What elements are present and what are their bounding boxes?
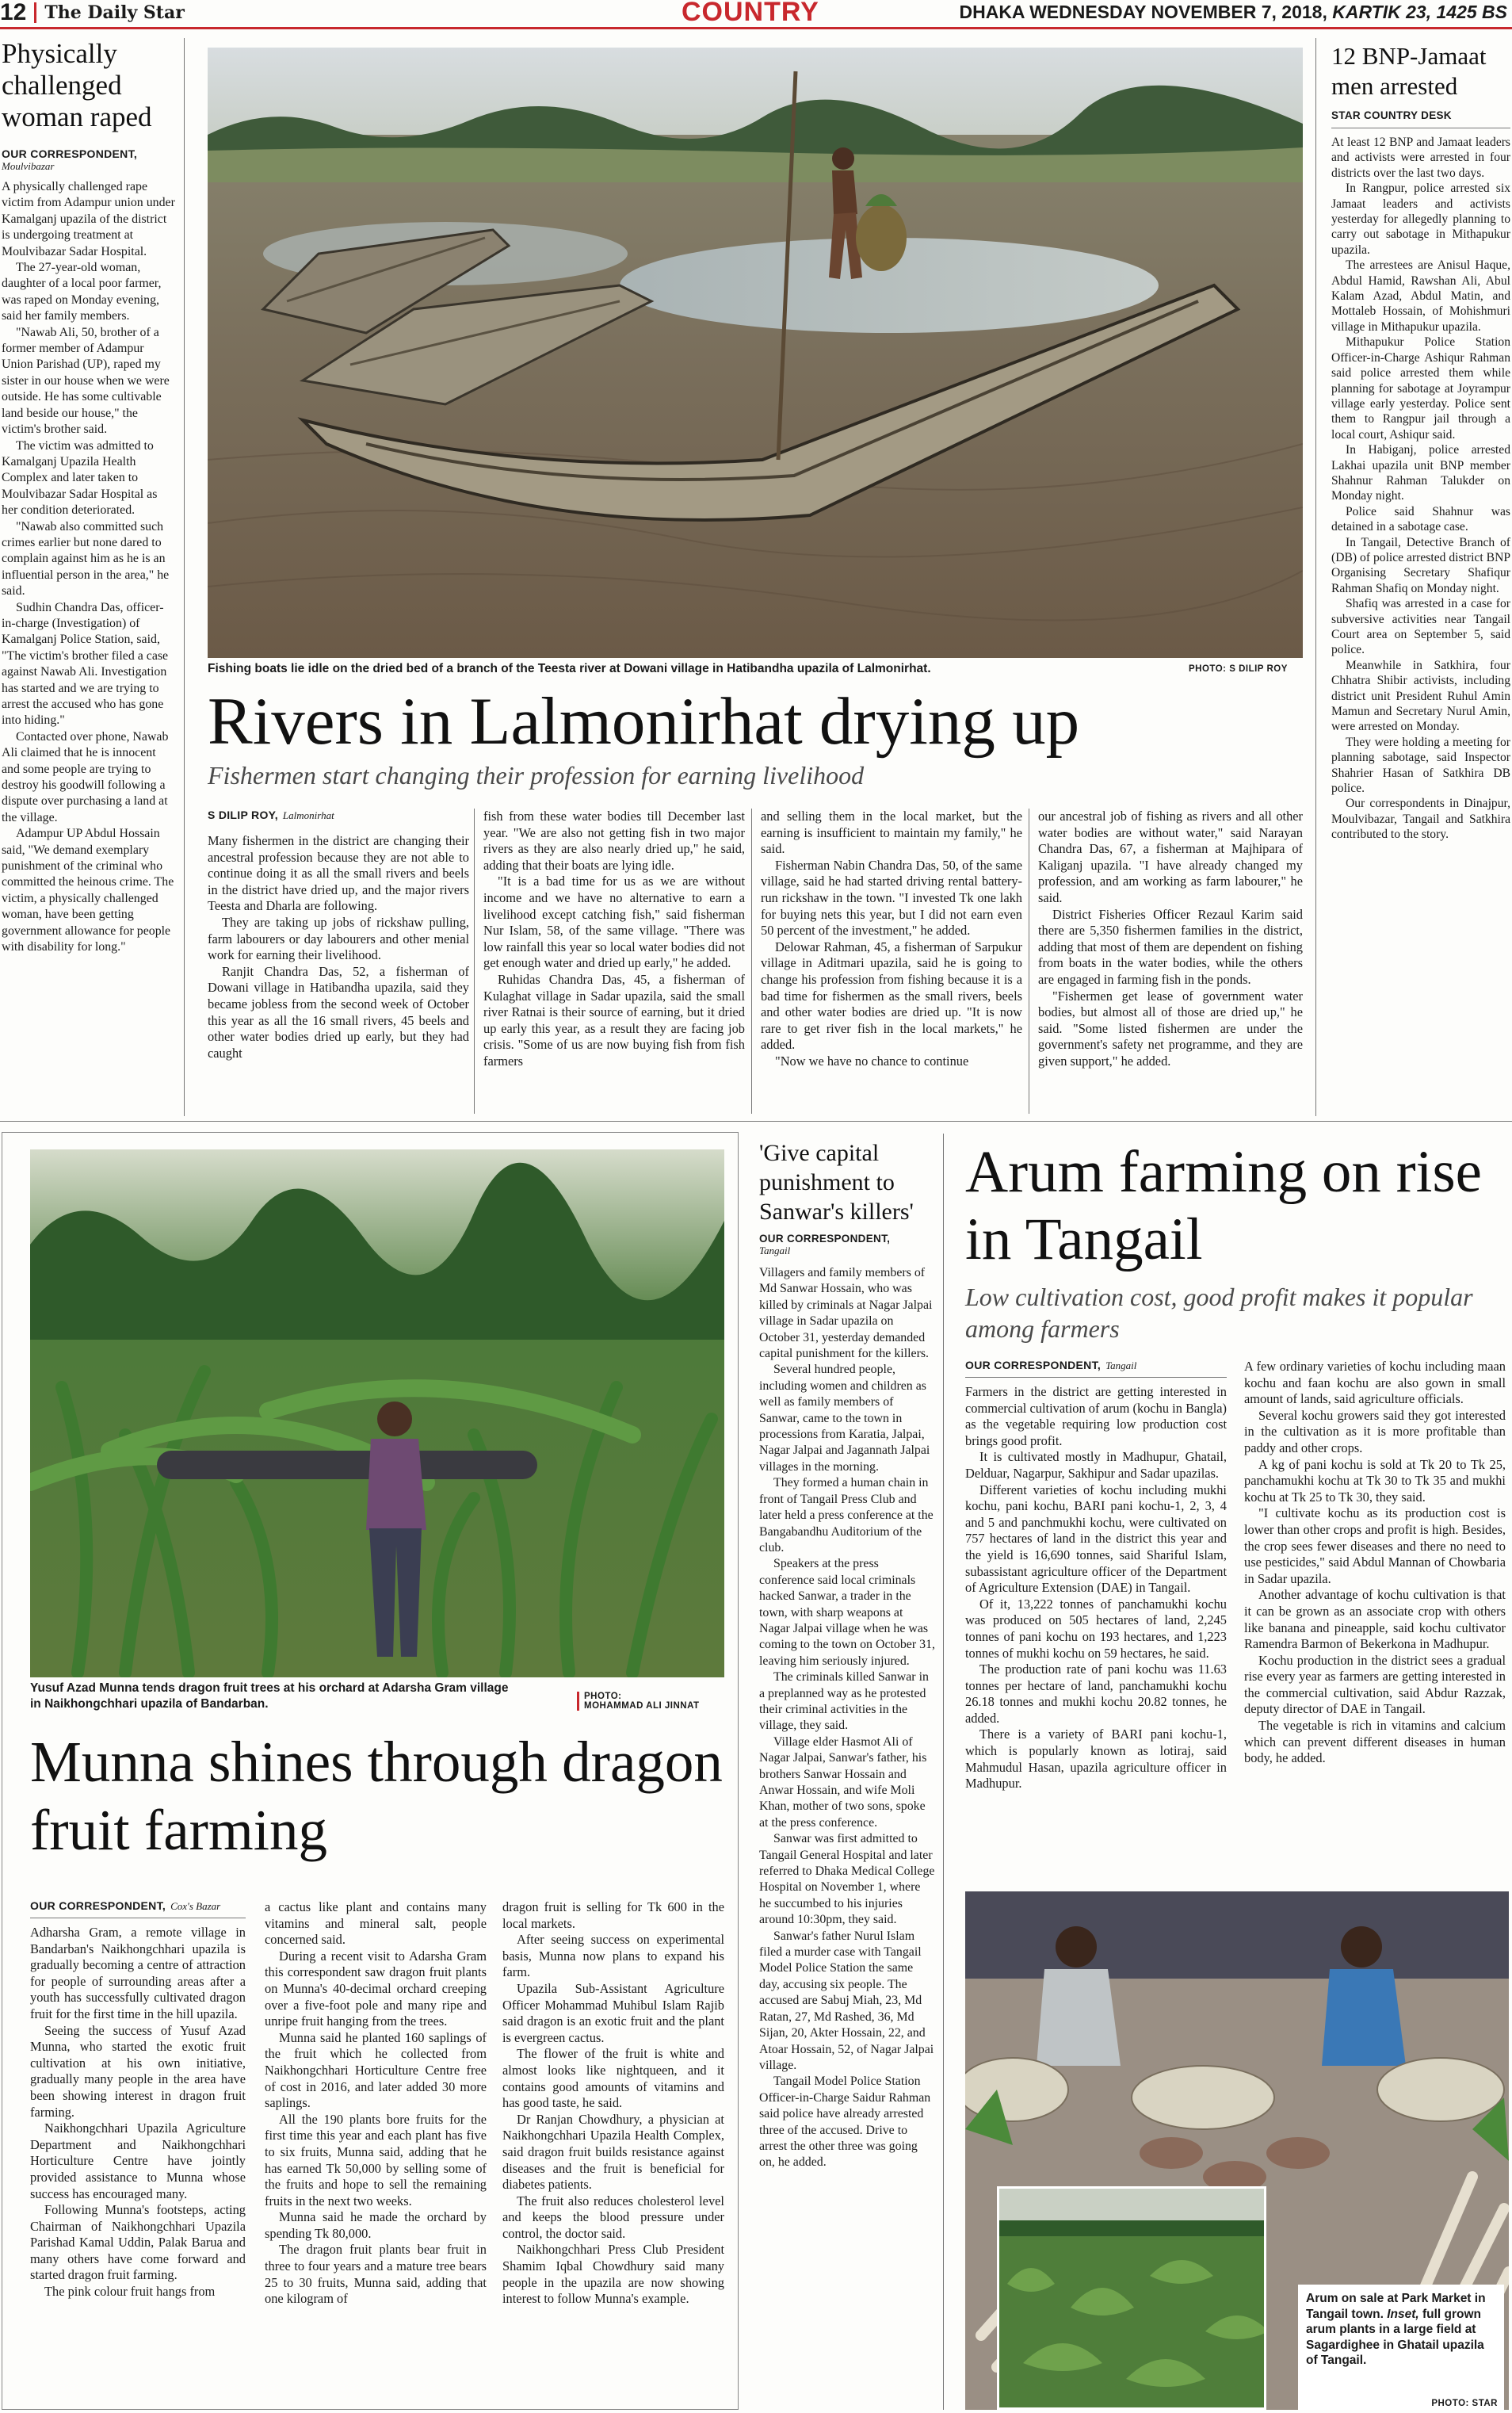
arum-paragraph: "I cultivate kochu as its production cost is lower than other crops and profit is high. Besides, the crop sees fewer diseases and there no need to use pesticides," said Abdul Mannan of Chowbaria in Sadar upazila. <box>1244 1505 1506 1586</box>
dragon-fruit-photo <box>30 1149 724 1677</box>
arum-paragraph: It is cultivated mostly in Madhupur, Ghatail, Delduar, Nagarpur, Sakhipur and Sadar upazilas. <box>965 1449 1227 1481</box>
bnp-paragraph: Our correspondents in Dinajpur, Moulvibazar, Tangail and Satkhira contributed to the story. <box>1331 797 1510 842</box>
rivers-body-col1 <box>208 833 469 1061</box>
header-rule <box>0 27 1512 29</box>
capital-paragraph: Speakers at the press conference said local criminals hacked Sanwar, a trader in the town, with sharp weapons at Nagar Jalpai village when he was coming to the town on October 31, leaving him seriously injured. <box>759 1557 935 1668</box>
capital-paragraph: Tangail Model Police Station Officer-in-Charge Saidur Rahman said police have already arrested three of the accused. Drive to arrest the other three was going on, he added. <box>759 2075 931 2170</box>
raped-article <box>2 38 176 956</box>
arum-photo-caption <box>1306 2291 1498 2369</box>
arum-paragraph: A few ordinary varieties of kochu including maan kochu and faan kochu are also gown in small amount of lands, said agriculture officials. <box>1244 1359 1506 1407</box>
bnp-byline: STAR COUNTRY DESK <box>1331 109 1452 121</box>
dateline <box>959 2 1507 23</box>
bnp-paragraph: They were holding a meeting for planning sabotage, said Inspector Shahrier Hasan of Satkhira DB police. <box>1331 735 1510 796</box>
munna-paragraph: Adharsha Gram, a remote village in Bandarban's Naikhongchhari upazila is gradually becoming a centre of attraction for people of surrounding areas after a youth has successfully cultivated dragon fruit for the first time in the hill upazila. <box>30 1925 246 2021</box>
raped-paragraph: A physically challenged rape victim from Adampur union under Kamalganj upazila of the district is undergoing treatment at Moulvibazar Sadar Hospital. <box>2 180 175 258</box>
rivers-paragraph: Many fishermen in the district are changing their ancestral profession because they are not able to continue doing it as all the small rivers and beels in the district have dried up, and the major rivers Teesta and Dharla are following. <box>208 833 469 914</box>
boats-photo-caption: Fishing boats lie idle on the dried bed of a branch of the Teesta river at Dowani village in Hatibandha upazila of Lalmonirhat. <box>208 662 931 675</box>
dragon-fruit-photo-credit-label: PHOTO: <box>584 1692 622 1701</box>
arum-paragraph: Of it, 13,222 tonnes of panchamukhi kochu was produced on 505 hectares of land, 2,245 tonnes of pani kochu on 193 hectares, and 1,223 tonnes of mukhi kochu on 59 hectares, he said. <box>965 1596 1227 1661</box>
arum-photo-credit: PHOTO: STAR <box>1431 2399 1498 2408</box>
arum-paragraph: A kg of pani kochu is sold at Tk 20 to Tk 25, panchamukhi kochu at Tk 30 to Tk 35 and mukhi kochu at Tk 25 to Tk 30, they said. <box>1244 1456 1506 1505</box>
raped-byline-block <box>2 147 176 173</box>
munna-col-2 <box>265 1899 487 2308</box>
dateline-date: DHAKA WEDNESDAY NOVEMBER 7, 2018, <box>959 2 1327 22</box>
munna-paragraph: After seeing success on experimental basis, Munna now plans to expand his farm. <box>502 1932 724 1980</box>
munna-paragraph: Munna said he planted 160 saplings of the fruit which he collected from Naikhongchhari Horticulture Centre free of cost in 2016, and later added 30 more saplings. <box>265 2029 487 2111</box>
munna-paragraph: Dr Ranjan Chowdhury, a physician at Naikhongchhari Upazila Health Complex, said dragon fruit builds resistance against diseases and the fruit is beneficial for diabetes patients. <box>502 2111 724 2193</box>
capital-article <box>759 1138 935 2171</box>
arum-caption-text: Arum on sale at Park Market in Tangail town. <box>1306 2292 1486 2321</box>
bnp-article <box>1331 41 1510 843</box>
raped-location: Moulvibazar <box>2 160 55 172</box>
capital-byline: OUR CORRESPONDENT, <box>759 1233 891 1245</box>
arum-col-1 <box>965 1359 1227 1792</box>
column-rule <box>943 1134 944 2410</box>
arum-field-illustration <box>999 2189 1266 2410</box>
capital-paragraph: Village elder Hasmot Ali of Nagar Jalpai, Sanwar's father, his brothers Sanwar Hossain and Anwar Hossain, and wife Moli Khan, mother of two sons, spoke at the press conference. <box>759 1734 927 1830</box>
arum-caption-text: full grown arum plants in a large field at Sagardighee in Ghatail upazila of Tangail. <box>1306 2307 1484 2367</box>
column-rule <box>751 809 752 1114</box>
arum-col-2 <box>1244 1359 1506 1767</box>
capital-byline-block <box>759 1233 935 1257</box>
rivers-paragraph: "Fishermen get lease of government water bodies, but almost all of those are dried up," he said. "Some listed fishermen are under the government's safety net programme, and they are given support," he added. <box>1038 988 1303 1069</box>
munna-paragraph: Naikhongchhari Press Club President Shamim Iqbal Chowdhury said many people in the upazila are now showing interest to follow Munna's example. <box>502 2242 724 2307</box>
boats-photo-credit: PHOTO: S DILIP ROY <box>1189 664 1288 674</box>
arum-byline-block <box>965 1359 1227 1372</box>
arum-photo <box>965 1891 1509 2410</box>
bnp-paragraph: In Rangpur, police arrested six Jamaat leaders and activists yesterday for allegedly planning to carry out sabotage in Mithapukur upazila. <box>1331 182 1510 257</box>
arum-location: Tangail <box>1105 1359 1137 1371</box>
arum-headline: Arum farming on rise in Tangail <box>965 1139 1482 1272</box>
munna-body-col1 <box>30 1925 246 2300</box>
rivers-paragraph: "It is a bad time for us as we are without income and we have no alternative to earn a livelihood except catching fish," said fisherman Nur Islam, 58, of the same village. "There was low rainfall this year so local water bodies did not get enough water and dried up early," he added. <box>483 874 745 971</box>
rivers-paragraph: our ancestral job of fishing as rivers and all other water bodies are without water," said Narayan Chandra Das, 67, a fisherman at Majhipara of Kaliganj upazila. "I have already changed my profession, and am working as farm labourer," he said. <box>1038 809 1303 905</box>
column-rule <box>1315 38 1316 1116</box>
capital-paragraph: Sanwar's father Nurul Islam filed a murder case with Tangail Model Police Station the same day, accusing six people. The accused are Sabuj Miah, 23, Md Ratan, 27, Md Rashed, 36, Md Sijan, 20, Akter Hossain, 22, and Atoar Hossain, 52, of Nagar Jalpai village. <box>759 1929 934 2072</box>
raped-paragraph: "Nawab Ali, 50, brother of a former member of Adampur Union Parishad (UP), raped my sister in our house when we were outside. He has some cultivable land beside our house," the victim's brother said. <box>2 325 170 437</box>
arum-byline: OUR CORRESPONDENT, <box>965 1359 1102 1371</box>
dragon-fruit-photo-credit-block <box>577 1692 700 1711</box>
capital-paragraph: Villagers and family members of Md Sanwar Hossain, who was killed by criminals at Nagar Jalpai village in Sadar upazila on October 31, yesterday demanded capital punishment for the killers. <box>759 1266 933 1361</box>
bnp-paragraph: In Tangail, Detective Branch of (DB) of police arrested district BNP Organising Secretary Shafiqur Rahman Shafiq on Monday night. <box>1331 535 1510 595</box>
raped-paragraph: The 27-year-old woman, daughter of a local poor farmer, was raped on Monday evening, said her family members. <box>2 261 162 323</box>
page-header-left <box>0 0 185 25</box>
munna-col-3 <box>502 1899 724 2308</box>
rivers-byline: S DILIP ROY, <box>208 809 278 821</box>
arum-caption-inset: Inset, <box>1387 2307 1419 2321</box>
arum-paragraph: The production rate of pani kochu was 11.63 tonnes per hectare of land, panchamukhi kochu 26.18 tonnes and mukhi kochu 20.82 tonnes, he added. <box>965 1662 1227 1726</box>
munna-paragraph: Naikhongchhari Upazila Agriculture Department and Naikhongchhari Horticulture Centre have jointly provided assistance to Munna whose success has encouraged many. <box>30 2120 246 2201</box>
munna-paragraph: The pink colour fruit hangs from <box>44 2284 216 2300</box>
rivers-byline-block <box>208 809 469 822</box>
munna-col-1 <box>30 1899 246 2300</box>
bnp-paragraph: Meanwhile in Satkhira, four Chhatra Shibir activists, including district unit President Ruhul Amin Mamun and Secretary Nurul Amin, were arrested on Monday. <box>1331 658 1510 734</box>
arum-paragraph: There is a variety of BARI pani kochu-1, which is popularly known as lotiraj, said Mahmudul Hasan, upazila agriculture officer in Madhupur. <box>965 1727 1227 1792</box>
bnp-paragraph: At least 12 BNP and Jamaat leaders and activists were arrested in four districts over the last two days. <box>1331 136 1510 180</box>
rivers-paragraph: fish from these water bodies till December last year. "We are also not getting fish in two major rivers as they are also nearly dried up," he said, adding that their boats are lying idle. <box>483 809 745 873</box>
bnp-headline: 12 BNP-Jamaat men arrested <box>1331 42 1487 100</box>
rivers-location: Lalmonirhat <box>282 809 334 821</box>
bnp-paragraph: In Habiganj, police arrested Lakhai upazila unit BNP member Shahnur Rahman Talukder on Monday night. <box>1331 443 1510 503</box>
arum-paragraph: Another advantage of kochu cultivation is that it can be grown as an associate crop with others like banana and pineapple, said kochu cultivator Ramendra Barmon of Bekerkona in Madhupur. <box>1244 1587 1506 1652</box>
raped-paragraph: Sudhin Chandra Das, officer-in-charge (Investigation) of Kamalganj Police Station, said, "The victim's brother filed a case against Nawab Ali. Investigation has started and we are trying to arrest the accused who has gone into hiding." <box>2 600 169 728</box>
rivers-paragraph: District Fisheries Officer Rezaul Karim said there are 5,350 fishermen families in the district, adding that most of them are dependent on fishing from boats in the water bodies, while the others are engaged in farming fish in the ponds. <box>1038 906 1303 987</box>
raped-paragraph: Contacted over phone, Nawab Ali claimed that he is innocent and some people are trying to destroy his goodwill following a dispute over purchasing a land at the village. <box>2 729 169 824</box>
dateline-bangla: KARTIK 23, 1425 BS <box>1332 2 1507 22</box>
capital-paragraph: The criminals killed Sanwar in a preplanned way as he protested their criminal activities in the village, they said. <box>759 1670 929 1733</box>
munna-paragraph: dragon fruit is selling for Tk 600 in the local markets. <box>502 1899 724 1931</box>
rivers-paragraph: "Now we have no chance to continue <box>775 1053 969 1069</box>
rivers-col-1 <box>208 809 469 1061</box>
munna-byline: OUR CORRESPONDENT, <box>30 1899 166 1912</box>
munna-paragraph: During a recent visit to Adarsha Gram this correspondent saw dragon fruit plants on Munna's 40-decimal orchard creeping over a five-foot pole and many ripe and unripe fruit hanging from the trees. <box>265 1948 487 2029</box>
munna-paragraph: All the 190 plants bore fruits for the first time this year and each plant has five to six fruits, Munna said, adding that he has earned Tk 50,000 by selling some of the fruits and hope to sell the remaining fruits in the next two weeks. <box>265 2111 487 2208</box>
capital-paragraph: They formed a human chain in front of Tangail Press Club and later held a press conference at the Bangabandhu Auditorium of the club. <box>759 1476 934 1554</box>
rivers-paragraph: and selling them in the local market, but the earning is insufficient to maintain my family," he said. <box>761 809 1022 857</box>
page-number: 12 <box>0 0 27 25</box>
rivers-col-2 <box>483 809 745 1070</box>
munna-headline: Munna shines through dragon fruit farming <box>30 1730 723 1862</box>
masthead: The Daily Star <box>44 2 185 23</box>
rivers-col-4 <box>1038 809 1303 1070</box>
bnp-paragraph: The arrestees are Anisul Haque, Abdul Hamid, Rawshan Ali, Abul Kalam Azad, Abdul Matin, and Mottaleb Hossain, of Mohishmuri village in Mithapukur upazila. <box>1331 258 1510 334</box>
munna-paragraph: The flower of the fruit is white and almost looks like nightqueen, and it contains good amounts of vitamins and has good taste, he said. <box>502 2046 724 2111</box>
munna-location: Cox's Bazar <box>170 1900 221 1912</box>
arum-body-col1 <box>965 1384 1227 1792</box>
bnp-paragraph: Shafiq was arrested in a case for subversive activities near Tangail Court area on September 5, said police. <box>1331 597 1510 657</box>
boats-photo-illustration <box>208 48 1303 658</box>
dragon-fruit-photo-illustration <box>30 1149 724 1677</box>
capital-paragraph: Several hundred people, including women and children as well as family members of Sanwar, came to the town in processions from Karatia, Jalpai, Nagar Jalpai and Jagannath Jalpai villages in the morning. <box>759 1363 930 1474</box>
arum-photo-caption-box <box>1298 2285 1504 2410</box>
munna-paragraph: a cactus like plant and contains many vitamins and mineral salt, people concerned said. <box>265 1899 487 1948</box>
munna-paragraph: Following Munna's footsteps, acting Chairman of Naikhongchhari Upazila Parishad Kamal Uddin, Palak Barua and many others have come forward and started dragon fruit farming. <box>30 2202 246 2283</box>
munna-paragraph: The fruit also reduces cholesterol level and keeps the blood pressure under control, the doctor said. <box>502 2193 724 2241</box>
rivers-headline: Rivers in Lalmonirhat drying up <box>208 684 1080 759</box>
section-title: COUNTRY <box>682 0 819 27</box>
arum-paragraph: Several kochu growers said they got interested in the cultivation as it is more profitable than paddy and other crops. <box>1244 1407 1506 1455</box>
capital-paragraph: Sanwar was first admitted to Tangail General Hospital and later referred to Dhaka Medical College Hospital on November 1, where he succumbed to his injuries around 10:30pm, they said. <box>759 1832 935 1927</box>
rivers-paragraph: Delowar Rahman, 45, a fisherman of Sarpukur village in Aditmari upazila, said he is going to change his profession from fishing because it is a bad time for fishermen as the small rivers, beels and other water bodies are dried up. "It is now rare to get river fish in the local markets," he added. <box>761 939 1022 1053</box>
arum-inset-photo <box>997 2186 1266 2410</box>
arum-kicker: Low cultivation cost, good profit makes it popular among farmers <box>965 1283 1473 1343</box>
raped-paragraph: "Nawab also committed such crimes earlier but none dared to complain against him as he is an influential person in the area," he said. <box>2 519 170 598</box>
rivers-paragraph: They are taking up jobs of rickshaw pulling, farm labourers or day labourers and other menial work for earning their livelihood. <box>208 914 469 963</box>
raped-body <box>2 179 176 956</box>
capital-body <box>759 1265 935 2171</box>
rivers-col-3 <box>761 809 1022 1070</box>
munna-paragraph: The dragon fruit plants bear fruit in three to four years and a mature tree bears 25 to 30 fruits, Munna said, adding that one kilogram of <box>265 2242 487 2307</box>
capital-location: Tangail <box>759 1245 791 1256</box>
bnp-paragraph: Police said Shahnur was detained in a sabotage case. <box>1331 504 1510 534</box>
rivers-paragraph: Ruhidas Chandra Das, 45, a fisherman of Kulaghat village in Sadar upazila, said the small river Ratnai is their source of earning, but it dried up early this year, as a result they are facing job crisis. "Some of us are now buying fish from fish farmers <box>483 971 745 1069</box>
capital-headline: 'Give capital punishment to Sanwar's killers' <box>759 1140 914 1225</box>
munna-paragraph: Munna said he made the orchard by spending Tk 80,000. <box>265 2209 487 2241</box>
munna-paragraph: Upazila Sub-Assistant Agriculture Officer Mohammad Muhibul Islam Rajib said dragon is an exotic fruit and the plant is evergreen cactus. <box>502 1980 724 2045</box>
rivers-paragraph: Ranjit Chandra Das, 52, a fisherman of Dowani village in Hatibandha upazila, said they became jobless from the second week of October this year as all the 16 small rivers, 45 beels and other water bodies dried up early, but they had caught <box>208 963 469 1061</box>
raped-byline: OUR CORRESPONDENT, <box>2 147 138 160</box>
boats-photo <box>208 48 1303 658</box>
arum-paragraph: The vegetable is rich in vitamins and calcium which can prevent different diseases in human body, he added. <box>1244 1718 1506 1766</box>
section-rule <box>0 1121 1512 1122</box>
header-divider <box>34 2 36 23</box>
arum-paragraph: Farmers in the district are getting interested in commercial cultivation of arum (kochu in Bangla) as the vegetable requiring low production cost brings good profit. <box>965 1384 1227 1448</box>
bnp-body <box>1331 135 1510 843</box>
munna-byline-block <box>30 1899 246 1913</box>
raped-headline: Physically challenged woman raped <box>2 38 152 132</box>
dragon-fruit-photo-caption: Yusuf Azad Munna tends dragon fruit trees at his orchard at Adarsha Gram village in Naikhongchhari upazila of Bandarban. <box>30 1681 509 1711</box>
dragon-fruit-photo-credit: MOHAMMAD ALI JINNAT <box>584 1701 700 1711</box>
bnp-paragraph: Mithapukur Police Station Officer-in-Charge Ashiqur Rahman said police arrested them while planning for sabotage at Joyrampur village early yesterday. Police sent them to Rangpur jail through a local court, Ashiqur said. <box>1331 335 1510 442</box>
raped-paragraph: The victim was admitted to Kamalganj Upazila Health Complex and later taken to Moulvibazar Sadar Hospital as her condition deteriorated. <box>2 438 158 518</box>
arum-byline-rule <box>965 1377 1227 1378</box>
rivers-kicker: Fishermen start changing their profession for earning livelihood <box>208 761 865 790</box>
arum-paragraph: Kochu production in the district sees a gradual rise every year as farmers are getting interested in the commercial cultivation, said Abdur Razzak, deputy director of DAE in Tangail. <box>1244 1652 1506 1717</box>
raped-paragraph: Adampur UP Abdul Hossain said, "We demand exemplary punishment of the criminal who committed the heinous crime. The victim, a physically challenged woman, have been getting government allowance for people with disability for long." <box>2 827 174 954</box>
column-rule <box>184 38 185 1116</box>
munna-paragraph: Seeing the success of Yusuf Azad Munna, who started the exotic fruit cultivation at his own initiative, gradually many people in the area have been showing interest in dragon fruit farming. <box>30 2022 246 2120</box>
column-rule <box>474 809 475 1114</box>
arum-paragraph: Different varieties of kochu including mukhi kochu, pani kochu, BARI pani kochu-1, 2, 3, 4 and 5 and panchmukhi kochu, were cultivated on 757 hectares of land in the district this year and the yield is 16,690 tonnes, said Shariful Islam, subassistant agriculture officer of the Department of Agriculture Extension (DAE) in Tangail. <box>965 1482 1227 1596</box>
rivers-paragraph: Fisherman Nabin Chandra Das, 50, of the same village, said he had started driving rental battery-run rickshaw in the town. "I invested Tk one lakh for buying nets this year, but I did not earn even 50 percent of the investment," he added. <box>761 857 1022 939</box>
